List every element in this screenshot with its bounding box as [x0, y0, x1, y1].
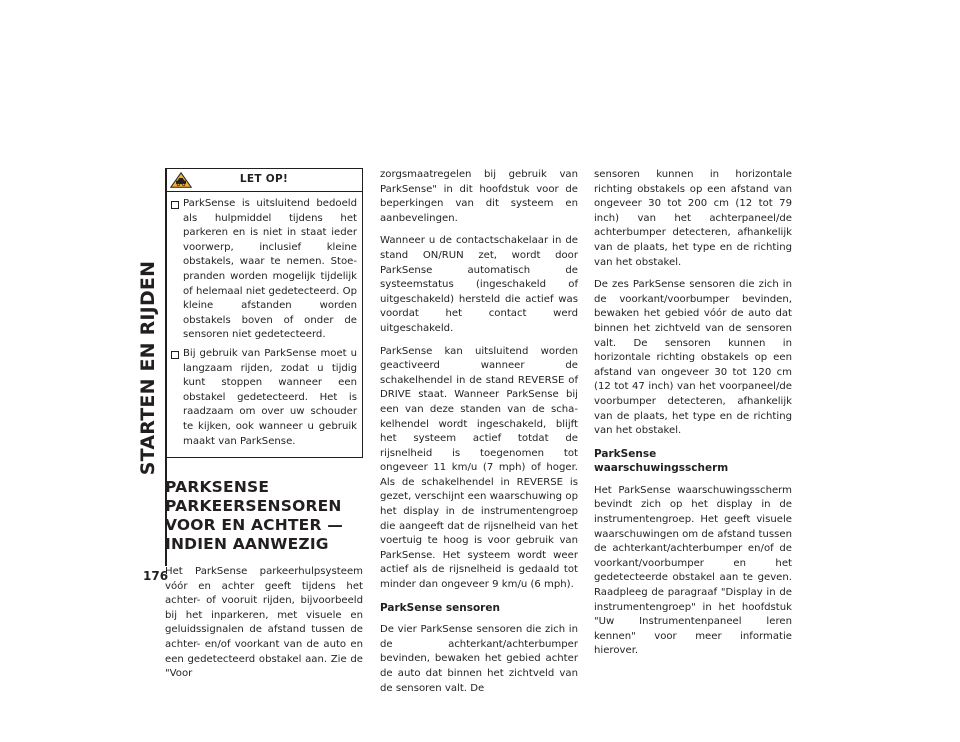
paragraph: sensoren kunnen in horizontale richting obstakels op een afstand van ongeveer 30 tot 200 cm (12 tot 79 inch) van het achterpaneel/de achterbumper detecteren, afhankelijk van de plaats, het type en de richting van het obstakel. [594, 169, 792, 268]
paragraph: De vier ParkSense sensoren die zich in de achterkant/achterbumper bevinden, bewaken het gebied achter de auto dat binnen het zichtveld van de sensoren valt. De [380, 624, 578, 694]
paragraph: Het ParkSense waarschuwingsscherm bevindt zich op het display in de instrumentengroep. Het geeft visuele waarschuwingen om de afstand tussen de achterkant/achterbumper en/of de voorkant/voorbumper en het gedetecteerde obstakel aan te geven. Raadpleeg de paragraaf "Display in de instrumentengroep" in het hoofdstuk "Uw Instrumentenpaneel leren kennen" voor meer informatie hierover. [594, 484, 792, 657]
paragraph: Wanneer u de contactschakelaar in de stand ON/RUN zet, wordt door ParkSense automatisch de systeemstatus (ingeschakeld of uitgeschakeld) hersteld die actief was voordat het contact werd uitgeschakeld. [380, 235, 578, 334]
caution-box [165, 168, 363, 458]
caution-item [171, 347, 357, 449]
intro-paragraph: Het ParkSense parkeerhulpsysteem vóór en achter geeft tijdens het achter- of vooruit rijden, bijvoorbeeld bij het inparkeren, met visuele en geluidssignalen de afstand tussen de achter- en/of voorkant van de auto en een gedetecteerd obstakel aan. Zie de "Voor [165, 566, 363, 680]
chapter-side-tab: STARTEN EN RIJDEN [137, 260, 159, 476]
square-bullet-icon [171, 351, 179, 359]
caution-body [166, 192, 362, 457]
paragraph: zorgsmaatregelen bij gebruik van ParkSense" in dit hoofdstuk voor de beperkingen van dit systeem en aanbevelingen. [380, 169, 578, 224]
square-bullet-icon [171, 201, 179, 209]
column-1 [165, 168, 363, 690]
section-heading: PARKSENSE PARKEERSENSOREN VOOR EN ACHTER — INDIEN AANWEZIG [165, 478, 343, 554]
page-number: 176 [143, 569, 169, 583]
subheading: ParkSense waarschuwingsscherm [594, 447, 729, 475]
caution-item-text: Bij gebruik van ParkSense moet u langzaam rijden, zodat u tijdig kunt stoppen wanneer een obstakel gedetecteerd. Het is raadzaam om over uw schouder te kijken, ook wanneer u gebruik maakt van ParkSense. [183, 347, 357, 447]
paragraph: ParkSense kan uitsluitend worden geactiveerd wanneer de schakelhendel in de stand REVERSE of DRIVE staat. Wanneer ParkSense bij een van deze standen van de schakelhendel wordt ingeschakeld, blijft het systeem actief totdat de rijsnelheid is toegenomen tot ongeveer 11 km/u (7 mph) of hoger. Als de schakelhendel in REVERSE is gezet, verschijnt een waarschuwing op het display in de instrumentengroep die aangeeft dat de rijsnelheid van het voertuig te hoog is voor gebruik van ParkSense. Het systeem wordt weer actief als de rijsnelheid is gedaald tot minder dan ongeveer 9 km/u (6 mph). [380, 345, 578, 591]
caution-header [166, 169, 362, 192]
caution-title: LET OP! [239, 173, 289, 185]
subheading: ParkSense sensoren [380, 601, 500, 614]
paragraph: De zes ParkSense sensoren die zich in de voorkant/voorbumper bevinden, bewaken het gebied vóór de auto dat binnen het zichtveld van de sensoren valt. De sensoren kunnen in horizontale richting obstakels op een afstand van ongeveer 30 tot 120 cm (12 tot 47 inch) van het voorpaneel/de voorbumper detecteren, afhankelijk van de plaats, het type en de richting van het obstakel. [594, 279, 792, 437]
column-3 [594, 168, 792, 667]
caution-item-text: ParkSense is uitsluitend bedoeld als hulpmiddel tijdens het parkeren en is niet in staat ieder voorwerp, inclusief kleine obstakels, waar te nemen. Stoepranden worden mogelijk tijdelijk of helemaal niet gedetecteerd. Op kleine afstanden worden obstakels boven of onder de sensoren niet gedetecteerd. [183, 198, 357, 341]
column-2 [380, 168, 578, 704]
caution-item [171, 197, 357, 343]
